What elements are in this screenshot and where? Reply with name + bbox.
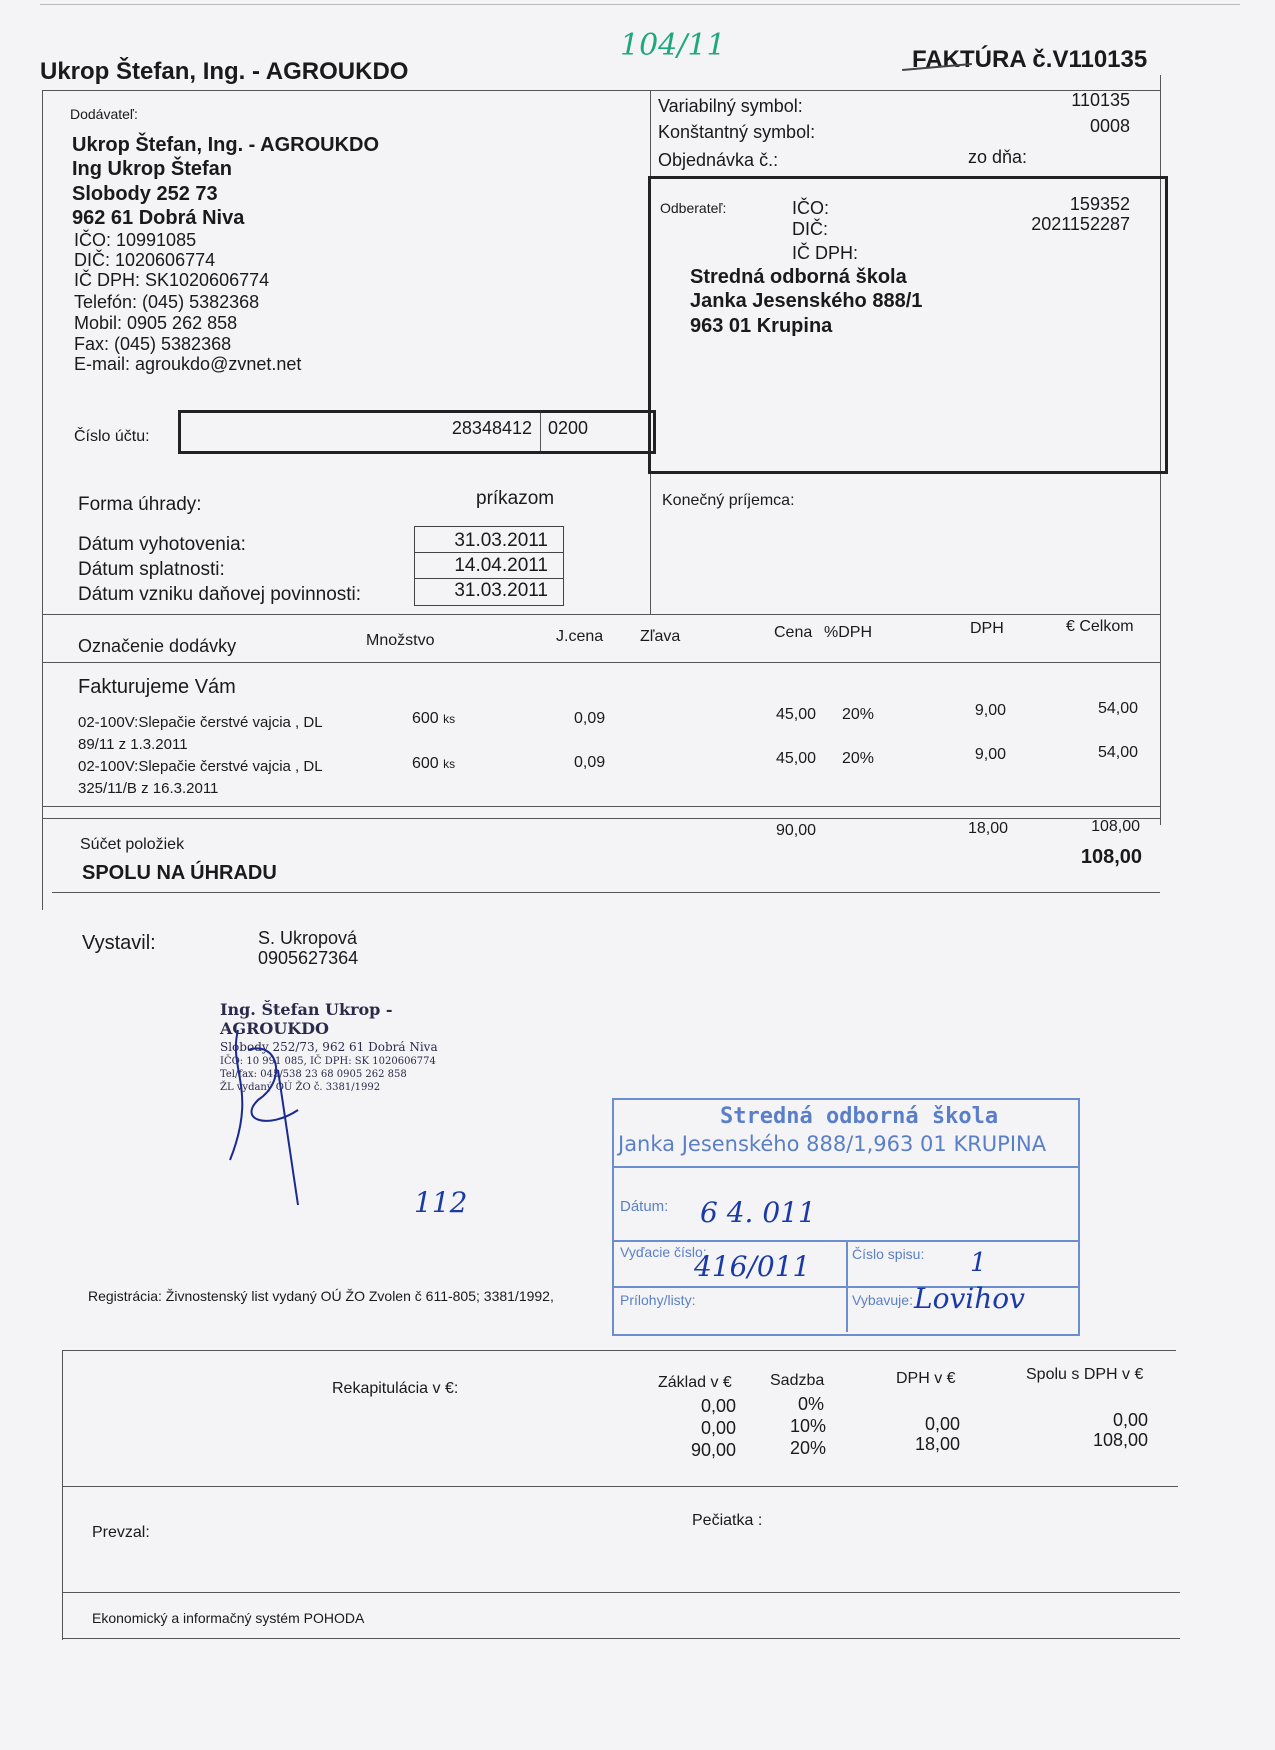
account-bank: 0200 (548, 418, 589, 438)
recap-row-2-base: 0,00 (700, 1418, 736, 1438)
school-stamp-line-2 (612, 1240, 1078, 1242)
received-label: Prevzal: (92, 1524, 150, 1541)
row-1-qty (412, 710, 455, 728)
payment-label: Forma úhrady: (78, 494, 202, 515)
school-stamp-number-value: 416/011 (694, 1250, 811, 1283)
issued-by-label: Vystavil: (82, 932, 156, 954)
supplier-ico: IČO: 10991085 (74, 230, 197, 250)
issued-by-phone: 0905627364 (258, 948, 359, 968)
recap-h-base: Základ v € (658, 1374, 732, 1391)
supplier-stamp-line-4: Tel/fax: 045/538 23 68 0905 262 858 (220, 1069, 407, 1080)
due-label: Dátum splatnosti: (78, 559, 225, 580)
recap-top-line (62, 1350, 1176, 1351)
supplier-person: Ing Ukrop Štefan (72, 158, 233, 180)
customer-street: Janka Jesenského 888/1 (690, 290, 923, 312)
row-2-unit: ks (443, 757, 456, 771)
page-bottom-line (62, 1638, 1180, 1639)
invoice-title: FAKTÚRA č.V110135 (912, 46, 1148, 73)
table-header-line (42, 662, 1160, 663)
issued-by-name: S. Ukropová (258, 928, 358, 948)
school-stamp-handler-value: Lovihov (914, 1282, 1025, 1315)
row-2-desc2: 325/11/B z 16.3.2011 (78, 780, 219, 797)
supplier-street: Slobody 252 73 (72, 183, 218, 205)
order-date-label: zo dňa: (968, 147, 1028, 167)
issued-date: 31.03.2011 (454, 530, 548, 551)
recap-row-3-total: 108,00 (1092, 1430, 1148, 1450)
stamp-label: Pečiatka : (692, 1512, 763, 1529)
dates-row-2 (414, 578, 564, 579)
supplier-icdph: IČ DPH: SK1020606774 (74, 270, 270, 290)
var-symbol-label: Variabilný symbol: (658, 96, 803, 116)
school-stamp-handler-label: Vybavuje: (852, 1292, 913, 1308)
recap-row-1-rate: 0% (798, 1394, 825, 1414)
table-bottom-line (52, 892, 1160, 893)
row-2-unit-price: 0,09 (574, 754, 606, 771)
supplier-stamp-line-3: IČO: 10 991 085, IČ DPH: SK 1020606774 (220, 1056, 436, 1067)
customer-icdph-label: IČ DPH: (792, 243, 859, 263)
supplier-name: Ukrop Štefan, Ing. - AGROUKDO (72, 134, 380, 156)
row-1-vat: 9,00 (974, 702, 1006, 719)
school-stamp-date-label: Dátum: (620, 1198, 669, 1215)
customer-city: 963 01 Krupina (690, 315, 833, 337)
sum-vat: 18,00 (967, 820, 1008, 837)
pay-total: 108,00 (1080, 846, 1142, 868)
school-stamp-address: Janka Jesenského 888/1,963 01 KRUPINA (618, 1132, 1047, 1156)
supplier-phone: Telefón: (045) 5382368 (74, 292, 260, 312)
customer-dic-label: DIČ: (792, 219, 828, 239)
th-vat-pct: %DPH (824, 624, 873, 641)
const-symbol-label: Konštantný symbol: (658, 122, 816, 142)
table-items-line (42, 806, 1160, 807)
dates-row-1 (414, 552, 564, 553)
sum-price: 90,00 (775, 822, 816, 839)
recap-row-2-rate: 10% (790, 1416, 827, 1436)
school-stamp-number-label: Vyďacie číslo: (620, 1244, 707, 1260)
customer-label: Odberateľ: (660, 200, 727, 216)
const-symbol-value: 0008 (1089, 116, 1130, 136)
recap-row-2-total: 0,00 (1112, 1410, 1148, 1430)
th-discount: Zľava (640, 628, 681, 645)
th-total: € Celkom (1066, 618, 1134, 635)
row-1-unit: ks (443, 712, 456, 726)
final-recipient-label: Konečný príjemca: (662, 492, 795, 509)
school-stamp-title: Stredná odborná škola (720, 1104, 999, 1129)
th-qty: Množstvo (366, 632, 435, 649)
row-1-unit-price: 0,09 (574, 710, 606, 727)
row-1-total: 54,00 (1097, 700, 1138, 717)
row-2-vat-pct: 20% (842, 750, 875, 767)
pay-label: SPOLU NA ÚHRADU (82, 862, 277, 884)
tax-date-label: Dátum vzniku daňovej povinnosti: (78, 584, 362, 605)
recap-label: Rekapitulácia v €: (332, 1380, 459, 1397)
frame-left-lower (62, 1350, 63, 1640)
signature-scribble (218, 1010, 308, 1210)
th-item: Označenie dodávky (78, 636, 237, 656)
recap-h-total: Spolu s DPH v € (1026, 1366, 1144, 1383)
handwritten-number: 104/11 (620, 28, 726, 63)
row-2-vat: 9,00 (974, 746, 1006, 763)
supplier-label: Dodávateľ: (70, 106, 138, 122)
row-1-desc2: 89/11 z 1.3.2011 (78, 736, 188, 753)
recap-h-rate: Sadzba (770, 1372, 825, 1389)
page-border-top (40, 4, 1240, 5)
customer-name: Stredná odborná škola (690, 266, 907, 288)
recap-row-2-vat: 0,00 (924, 1414, 960, 1434)
var-symbol-value: 110135 (1071, 90, 1130, 110)
frame-left (42, 90, 43, 910)
supplier-dic: DIČ: 1020606774 (74, 250, 216, 270)
row-2-total: 54,00 (1097, 744, 1138, 761)
th-unit-price: J.cena (556, 628, 604, 645)
th-price: Cena (774, 624, 813, 641)
table-top-line (42, 614, 1160, 615)
frame-top (42, 90, 1160, 91)
supplier-stamp-line-1: Ing. Štefan Ukrop - AGROUKDO (220, 1000, 393, 1038)
table-sum-line (42, 818, 1160, 819)
recap-row-3-rate: 20% (790, 1438, 827, 1458)
handwritten-112: 112 (414, 1186, 468, 1219)
footer-line (62, 1592, 1180, 1593)
order-label: Objednávka č.: (658, 150, 779, 170)
supplier-email: E-mail: agroukdo@zvnet.net (74, 354, 302, 374)
recap-bottom-line (62, 1486, 1178, 1487)
row-2-desc1: 02-100V:Slepačie čerstvé vajcia , DL (78, 758, 323, 775)
row-1-price: 45,00 (775, 706, 816, 723)
row-2-qty (412, 755, 455, 773)
customer-ico-value: 159352 (1069, 194, 1130, 214)
recap-row-3-vat: 18,00 (914, 1434, 960, 1454)
supplier-stamp-line-5: ŽL vydaný OÚ ŽO č. 3381/1992 (220, 1082, 381, 1093)
recap-h-vat: DPH v € (896, 1370, 956, 1387)
payment-value: príkazom (476, 488, 555, 509)
tax-date: 31.03.2011 (454, 580, 548, 601)
school-stamp-attachments-label: Prílohy/listy: (620, 1292, 696, 1308)
due-date: 14.04.2011 (454, 555, 548, 576)
account-number: 28348412 (451, 418, 532, 438)
account-label: Číslo účtu: (74, 428, 150, 445)
footer: Ekonomický a informačný systém POHODA (92, 1610, 365, 1626)
table-intro: Fakturujeme Vám (78, 676, 236, 698)
registration: Registrácia: Živnostenský list vydaný OÚ ŽO Zvolen č 611-805; 3381/1992, (88, 1288, 554, 1304)
issued-label: Dátum vyhotovenia: (78, 534, 246, 555)
customer-ico-label: IČO: (792, 198, 830, 218)
supplier-stamp-line-2: Slobody 252/73, 962 61 Dobrá Niva (220, 1040, 438, 1054)
school-stamp-line-1 (612, 1166, 1078, 1168)
school-stamp-file-value: 1 (970, 1248, 987, 1278)
school-stamp-date-value: 6 4. 011 (700, 1196, 816, 1229)
row-1-desc1: 02-100V:Slepačie čerstvé vajcia , DL (78, 714, 323, 731)
school-stamp-file-label: Číslo spisu: (852, 1246, 925, 1262)
supplier-fax: Fax: (045) 5382368 (74, 334, 232, 354)
row-2-price: 45,00 (775, 750, 816, 767)
sum-total: 108,00 (1091, 818, 1140, 835)
customer-dic-value: 2021152287 (1031, 214, 1130, 234)
recap-row-3-base: 90,00 (690, 1440, 736, 1460)
recap-row-1-base: 0,00 (700, 1396, 736, 1416)
row-2-qty-value: 600 (412, 755, 439, 772)
sum-label: Súčet položiek (80, 836, 185, 853)
company-header: Ukrop Štefan, Ing. - AGROUKDO (40, 58, 409, 85)
account-divider (540, 413, 541, 451)
supplier-mobile: Mobil: 0905 262 858 (74, 313, 238, 333)
row-1-vat-pct: 20% (842, 706, 875, 723)
row-1-qty-value: 600 (412, 710, 439, 727)
th-vat: DPH (970, 620, 1004, 637)
supplier-city: 962 61 Dobrá Niva (72, 207, 245, 229)
